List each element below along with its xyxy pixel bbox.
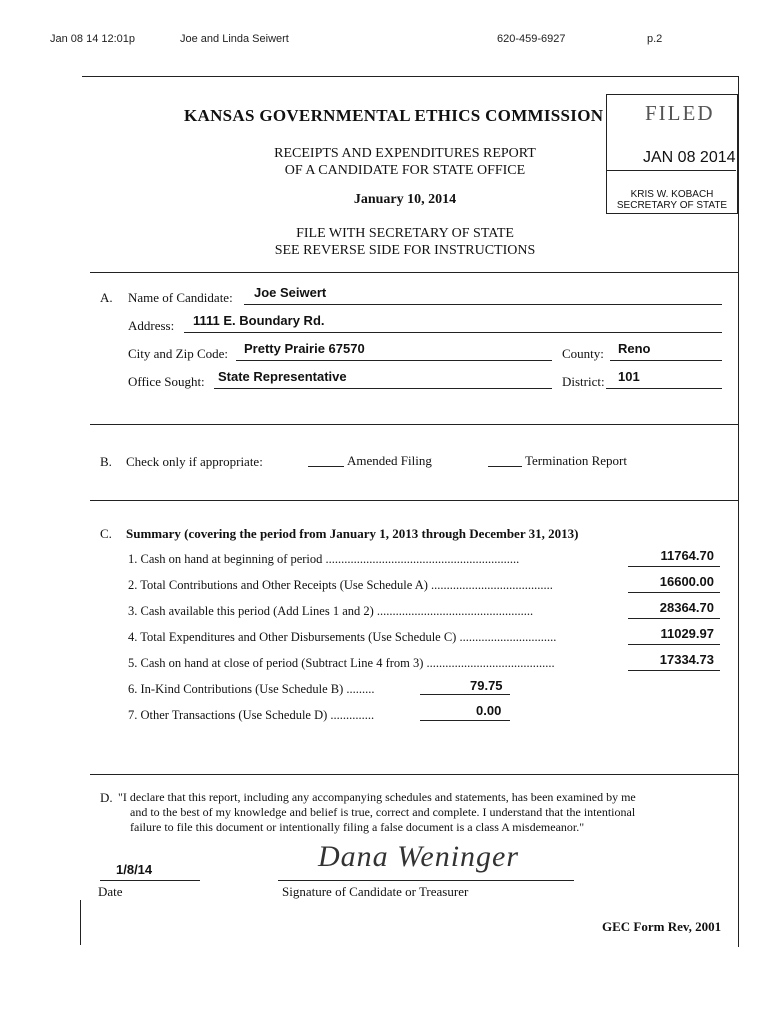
summary-line-5-rule: [628, 670, 720, 671]
date-line: [100, 880, 200, 881]
district-line: [606, 388, 722, 389]
candidate-name-line: [244, 304, 722, 305]
section-divider-d: [90, 774, 738, 775]
section-divider-a: [90, 272, 738, 273]
summary-line-6-value: 79.75: [470, 678, 503, 693]
summary-line-4-label: 4. Total Expenditures and Other Disbursements (Use Schedule C) ...............................: [128, 630, 557, 644]
fax-timestamp: Jan 08 14 12:01p: [50, 33, 136, 45]
file-instruction-line2: SEE REVERSE SIDE FOR INSTRUCTIONS: [274, 243, 536, 258]
summary-line-6-label: 6. In-Kind Contributions (Use Schedule B) .........: [128, 682, 375, 696]
stamp-divider: [606, 170, 736, 171]
address-value: 1111 E. Boundary Rd.: [193, 313, 325, 328]
signature-line: [278, 880, 574, 881]
report-title-line1: RECEIPTS AND EXPENDITURES REPORT: [274, 146, 536, 161]
county-value: Reno: [618, 341, 651, 356]
signature: Dana Weninger: [318, 840, 520, 873]
summary-heading: Summary (covering the period from January 1, 2013 through December 31, 2013): [126, 526, 579, 541]
summary-line-2-value: 16600.00: [659, 574, 714, 589]
office-sought-line: [214, 388, 552, 389]
office-sought-label: Office Sought:: [128, 374, 205, 389]
address-label: Address:: [128, 318, 175, 333]
summary-line-7-rule: [420, 720, 510, 721]
summary-line-7-value: 0.00: [476, 703, 502, 718]
stamp-name: KRIS W. KOBACH: [630, 189, 714, 200]
address-line: [184, 332, 722, 333]
section-divider-b: [90, 424, 738, 425]
date-value: 1/8/14: [116, 862, 153, 877]
section-divider-c: [90, 500, 738, 501]
section-d-letter: D.: [100, 790, 113, 805]
termination-report-label: Termination Report: [525, 453, 627, 468]
amended-filing-checkline: [308, 466, 344, 467]
district-value: 101: [618, 369, 640, 384]
section-c-letter: C.: [100, 526, 112, 541]
summary-line-2-rule: [628, 592, 720, 593]
left-frame-mark: [80, 900, 81, 945]
section-b-letter: B.: [100, 454, 112, 469]
declaration-line-3: failure to file this document or intentionally filing a false document is a class A misdemeanor.": [130, 820, 585, 834]
summary-line-6-rule: [420, 694, 510, 695]
report-date: January 10, 2014: [353, 192, 457, 207]
fax-phone: 620-459-6927: [497, 33, 566, 45]
summary-line-5-label: 5. Cash on hand at close of period (Subtract Line 4 from 3) .........................................: [128, 656, 555, 670]
district-label: District:: [562, 374, 605, 389]
summary-line-2-label: 2. Total Contributions and Other Receipts (Use Schedule A) .......................................: [128, 578, 553, 592]
summary-line-1-value: 11764.70: [660, 548, 714, 563]
summary-line-7-label: 7. Other Transactions (Use Schedule D) ..............: [128, 708, 375, 722]
section-a-letter: A.: [100, 290, 113, 305]
summary-line-5-value: 17334.73: [659, 652, 714, 667]
summary-line-3-label: 3. Cash available this period (Add Lines 1 and 2) ..................................................: [128, 604, 534, 618]
fax-page: p.2: [647, 33, 663, 45]
commission-title: KANSAS GOVERNMENTAL ETHICS COMMISSION: [184, 106, 604, 125]
form-revision: GEC Form Rev, 2001: [602, 919, 722, 934]
city-zip-value: Pretty Prairie 67570: [244, 341, 365, 356]
summary-line-1-rule: [628, 566, 720, 567]
summary-line-1-label: 1. Cash on hand at beginning of period ..............................................................: [128, 552, 520, 566]
signature-label: Signature of Candidate or Treasurer: [282, 884, 469, 899]
county-label: County:: [562, 346, 604, 361]
declaration-line-2: and to the best of my knowledge and belief is true, correct and complete. I understand that the intentional: [130, 805, 636, 819]
declaration-line-1: "I declare that this report, including any accompanying schedules and statements, has been examined by me: [118, 790, 636, 804]
check-label: Check only if appropriate:: [126, 454, 263, 469]
file-instruction-line1: FILE WITH SECRETARY OF STATE: [296, 226, 514, 241]
candidate-name-value: Joe Seiwert: [254, 285, 327, 300]
office-sought-value: State Representative: [218, 369, 347, 384]
report-title-line2: OF A CANDIDATE FOR STATE OFFICE: [284, 163, 526, 178]
stamp-date: JAN 08 2014: [643, 149, 736, 166]
stamp-filed-text: FILED: [645, 101, 715, 125]
amended-filing-label: Amended Filing: [347, 453, 432, 468]
termination-report-checkline: [488, 466, 522, 467]
date-label: Date: [98, 884, 123, 899]
summary-line-4-value: 11029.97: [660, 626, 714, 641]
candidate-name-label: Name of Candidate:: [128, 290, 233, 305]
fax-sender: Joe and Linda Seiwert: [180, 33, 289, 45]
city-zip-label: City and Zip Code:: [128, 346, 229, 361]
summary-line-3-value: 28364.70: [659, 600, 714, 615]
city-zip-line: [236, 360, 552, 361]
stamp-title: SECRETARY OF STATE: [616, 200, 728, 211]
summary-line-3-rule: [628, 618, 720, 619]
county-line: [610, 360, 722, 361]
summary-line-4-rule: [628, 644, 720, 645]
filed-stamp: [606, 94, 738, 214]
